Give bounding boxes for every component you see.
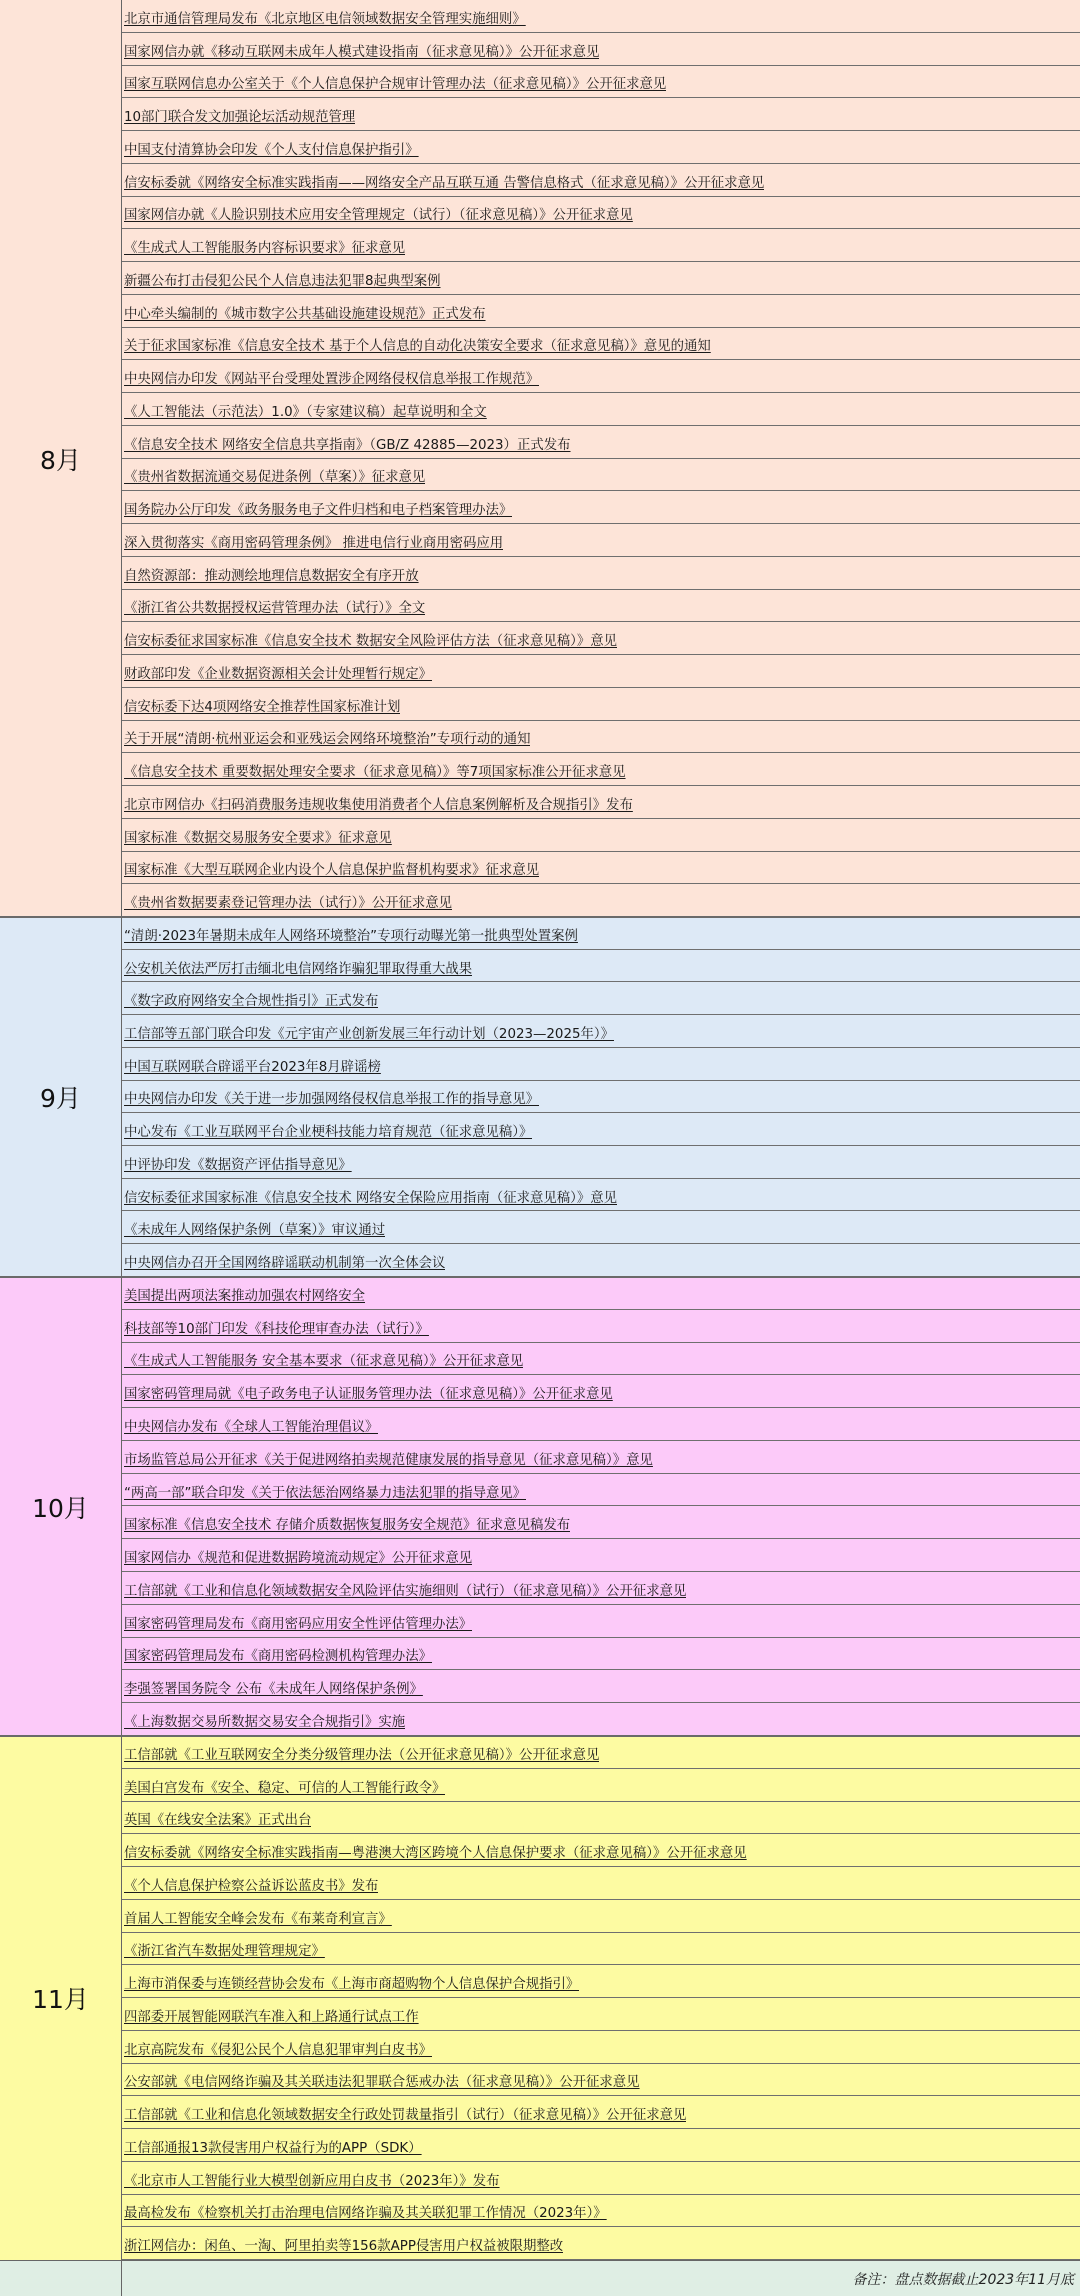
- list-item[interactable]: [122, 98, 1080, 131]
- item-link[interactable]: 国家网信办就《移动互联网未成年人模式建设指南（征求意见稿）》公开征求意见: [124, 44, 600, 60]
- item-link[interactable]: 公安部就《电信网络诈骗及其关联违法犯罪联合惩戒办法（征求意见稿）》公开征求意见: [124, 2075, 640, 2091]
- list-item[interactable]: [122, 1900, 1080, 1933]
- item-link[interactable]: 工信部就《工业和信息化领域数据安全行政处罚裁量指引（试行）（征求意见稿）》公开征求意见: [124, 2108, 687, 2124]
- item-link[interactable]: 中央网信办印发《关于进一步加强网络侵权信息举报工作的指导意见》: [124, 1092, 540, 1108]
- list-item[interactable]: [122, 1834, 1080, 1867]
- item-link[interactable]: 《上海数据交易所数据交易安全合规指引》实施: [124, 1715, 406, 1731]
- item-link[interactable]: 关于开展“清朗·杭州亚运会和亚残运会网络环境整治”专项行动的通知: [124, 732, 531, 748]
- list-item[interactable]: [122, 1277, 1080, 1310]
- month-block: [0, 917, 1080, 1277]
- item-link[interactable]: 上海市消保委与连锁经营协会发布《上海市商超购物个人信息保护合规指引》: [124, 1977, 580, 1993]
- item-link[interactable]: 信安标委征求国家标准《信息安全技术 数据安全风险评估方法（征求意见稿）》意见: [124, 634, 618, 650]
- month-block: [0, 0, 1080, 917]
- list-item[interactable]: [122, 1343, 1080, 1376]
- item-link[interactable]: 北京高院发布《侵犯公民个人信息犯罪审判白皮书》: [124, 2042, 432, 2058]
- item-link[interactable]: 国家标准《数据交易服务安全要求》征求意见: [124, 830, 392, 846]
- list-item[interactable]: [122, 1081, 1080, 1114]
- item-link[interactable]: 财政部印发《企业数据资源相关会计处理暂行规定》: [124, 666, 432, 682]
- item-list: [122, 917, 1080, 1277]
- list-item[interactable]: [122, 721, 1080, 754]
- item-link[interactable]: 四部委开展智能网联汽车准入和上路通行试点工作: [124, 2009, 419, 2025]
- item-link[interactable]: 科技部等10部门印发《科技伦理审查办法（试行）》: [124, 1321, 429, 1337]
- month-label: 10月: [32, 1493, 89, 1523]
- item-link[interactable]: 国家网信办就《人脸识别技术应用安全管理规定（试行）（征求意见稿）》公开征求意见: [124, 208, 633, 224]
- item-link[interactable]: 《生成式人工智能服务内容标识要求》征求意见: [124, 241, 406, 257]
- list-item[interactable]: [122, 1211, 1080, 1244]
- list-item[interactable]: [122, 590, 1080, 623]
- item-link[interactable]: 北京市网信办《扫码消费服务违规收集使用消费者个人信息案例解析及合规指引》发布: [124, 797, 633, 813]
- list-item[interactable]: [122, 982, 1080, 1015]
- list-item[interactable]: [122, 131, 1080, 164]
- list-item[interactable]: [122, 328, 1080, 361]
- item-link[interactable]: 中心发布《工业互联网平台企业梗科技能力培育规范（征求意见稿）》: [124, 1125, 533, 1141]
- list-item[interactable]: [122, 295, 1080, 328]
- item-link[interactable]: 北京市通信管理局发布《北京地区电信领域数据安全管理实施细则》: [124, 11, 526, 27]
- list-item[interactable]: [122, 1441, 1080, 1474]
- list-item[interactable]: [122, 1015, 1080, 1048]
- item-link[interactable]: 美国提出两项法案推动加强农村网络安全: [124, 1288, 366, 1304]
- item-link[interactable]: 国家网信办《规范和促进数据跨境流动规定》公开征求意见: [124, 1551, 473, 1567]
- list-item[interactable]: [122, 426, 1080, 459]
- list-item[interactable]: [122, 360, 1080, 393]
- item-link[interactable]: 自然资源部：推动测绘地理信息数据安全有序开放: [124, 568, 419, 584]
- list-item[interactable]: [122, 1506, 1080, 1539]
- list-item[interactable]: [122, 197, 1080, 230]
- list-item[interactable]: [122, 1408, 1080, 1441]
- item-link[interactable]: 信安标委下达4项网络安全推荐性国家标准计划: [124, 699, 401, 715]
- item-link[interactable]: 美国白宫发布《安全、稳定、可信的人工智能行政令》: [124, 1780, 446, 1796]
- item-link[interactable]: 《浙江省公共数据授权运营管理办法（试行）》全文: [124, 601, 426, 617]
- list-item[interactable]: [122, 557, 1080, 590]
- list-item[interactable]: [122, 0, 1080, 33]
- list-item[interactable]: [122, 1572, 1080, 1605]
- list-item[interactable]: [122, 1933, 1080, 1966]
- item-link[interactable]: 首届人工智能安全峰会发布《布莱奇利宣言》: [124, 1911, 392, 1927]
- column-divider: [121, 2261, 122, 2296]
- list-item[interactable]: [122, 524, 1080, 557]
- list-item[interactable]: [122, 393, 1080, 426]
- item-link[interactable]: 《人工智能法（示范法）1.0》（专家建议稿）起草说明和全文: [124, 404, 487, 420]
- month-separator: [0, 1276, 1080, 1278]
- item-link[interactable]: 新疆公布打击侵犯公民个人信息违法犯罪8起典型案例: [124, 273, 441, 289]
- item-link[interactable]: 中国支付清算协会印发《个人支付信息保护指引》: [124, 142, 419, 158]
- item-link[interactable]: 中央网信办发布《全球人工智能治理倡议》: [124, 1420, 379, 1436]
- item-link[interactable]: 《个人信息保护检察公益诉讼蓝皮书》发布: [124, 1878, 379, 1894]
- item-link[interactable]: 《信息安全技术 网络安全信息共享指南》（GB/Z 42885—2023）正式发布: [124, 437, 571, 453]
- item-list: [122, 1277, 1080, 1736]
- list-item[interactable]: [122, 1736, 1080, 1769]
- list-item[interactable]: [122, 884, 1080, 917]
- list-item[interactable]: [122, 459, 1080, 492]
- item-link[interactable]: 信安标委就《网络安全标准实践指南—粤港澳大湾区跨境个人信息保护要求（征求意见稿）》公开征求意见: [124, 1846, 747, 1862]
- list-item[interactable]: [122, 1867, 1080, 1900]
- footer-note: 备注：盘点数据截止2023年11月底: [852, 2272, 1074, 2288]
- table-footer: [0, 2260, 1080, 2296]
- list-item[interactable]: [122, 1146, 1080, 1179]
- month-label: 11月: [32, 1985, 89, 2014]
- item-link[interactable]: 《北京市人工智能行业大模型创新应用白皮书（2023年）》发布: [124, 2173, 500, 2189]
- list-item[interactable]: [122, 1113, 1080, 1146]
- item-link[interactable]: 公安机关依法严厉打击缅北电信网络诈骗犯罪取得重大战果: [124, 961, 473, 977]
- list-item[interactable]: [122, 655, 1080, 688]
- item-link[interactable]: “两高一部”联合印发《关于依法惩治网络暴力违法犯罪的指导意见》: [124, 1485, 527, 1501]
- list-item[interactable]: [122, 1998, 1080, 2031]
- item-link[interactable]: 深入贯彻落实《商用密码管理条例》 推进电信行业商用密码应用: [124, 535, 504, 551]
- list-item[interactable]: [122, 1802, 1080, 1835]
- list-item[interactable]: [122, 622, 1080, 655]
- item-link[interactable]: “清朗·2023年暑期未成年人网络环境整治”专项行动曝光第一批典型处置案例: [124, 928, 578, 944]
- item-link[interactable]: 工信部等五部门联合印发《元宇宙产业创新发展三年行动计划（2023—2025年）》: [124, 1027, 614, 1043]
- item-link[interactable]: 英国《在线安全法案》正式出台: [124, 1813, 312, 1829]
- list-item[interactable]: [122, 1605, 1080, 1638]
- item-link[interactable]: 《信息安全技术 重要数据处理安全要求（征求意见稿）》等7项国家标准公开征求意见: [124, 765, 626, 781]
- item-link[interactable]: 国家密码管理局发布《商用密码检测机构管理办法》: [124, 1649, 432, 1665]
- list-item[interactable]: [122, 819, 1080, 852]
- item-list: [122, 0, 1080, 917]
- list-item[interactable]: [122, 491, 1080, 524]
- list-item[interactable]: [122, 950, 1080, 983]
- list-item[interactable]: [122, 2162, 1080, 2195]
- list-item[interactable]: [122, 753, 1080, 786]
- item-link[interactable]: 《浙江省汽车数据处理管理规定》: [124, 1944, 325, 1960]
- list-item[interactable]: [122, 1703, 1080, 1736]
- item-link[interactable]: 国家互联网信息办公室关于《个人信息保护合规审计管理办法（征求意见稿）》公开征求意见: [124, 77, 667, 93]
- item-link[interactable]: 国务院办公厅印发《政务服务电子文件归档和电子档案管理办法》: [124, 503, 513, 519]
- list-item[interactable]: [122, 262, 1080, 295]
- item-link[interactable]: 工信部通报13款侵害用户权益行为的APP（SDK）: [124, 2140, 422, 2156]
- month-separator: [0, 916, 1080, 918]
- item-link[interactable]: 工信部就《工业互联网安全分类分级管理办法（公开征求意见稿）》公开征求意见: [124, 1747, 600, 1763]
- item-link[interactable]: 中央网信办召开全国网络辟谣联动机制第一次全体会议: [124, 1256, 446, 1272]
- item-link[interactable]: 中国互联网联合辟谣平台2023年8月辟谣榜: [124, 1059, 381, 1075]
- list-item[interactable]: [122, 2031, 1080, 2064]
- item-link[interactable]: 信安标委就《网络安全标准实践指南——网络安全产品互联互通 告警信息格式（征求意见稿）》公开征求意见: [124, 175, 765, 191]
- item-link[interactable]: 最高检发布《检察机关打击治理电信网络诈骗及其关联犯罪工作情况（2023年）》: [124, 2206, 607, 2222]
- item-link[interactable]: 工信部就《工业和信息化领域数据安全风险评估实施细则（试行）（征求意见稿）》公开征求意见: [124, 1583, 687, 1599]
- item-link[interactable]: 《生成式人工智能服务 安全基本要求（征求意见稿）》公开征求意见: [124, 1354, 524, 1370]
- list-item[interactable]: [122, 2195, 1080, 2228]
- month-separator: [0, 1735, 1080, 1737]
- item-link[interactable]: 《贵州省数据流通交易促进条例（草案）》征求意见: [124, 470, 426, 486]
- list-item[interactable]: [122, 852, 1080, 885]
- list-item[interactable]: [122, 229, 1080, 262]
- list-item[interactable]: [122, 688, 1080, 721]
- item-link[interactable]: 《未成年人网络保护条例（草案）》审议通过: [124, 1223, 386, 1239]
- list-item[interactable]: [122, 1179, 1080, 1212]
- list-item[interactable]: [122, 1638, 1080, 1671]
- item-link[interactable]: 国家标准《信息安全技术 存储介质数据恢复服务安全规范》征求意见稿发布: [124, 1518, 571, 1534]
- item-link[interactable]: 李强签署国务院令 公布《未成年人网络保护条例》: [124, 1682, 423, 1698]
- month-label: 9月: [40, 1084, 81, 1113]
- item-link[interactable]: 中央网信办印发《网站平台受理处置涉企网络侵权信息举报工作规范》: [124, 372, 540, 388]
- item-link[interactable]: 10部门联合发文加强论坛活动规范管理: [124, 110, 356, 126]
- item-link[interactable]: 《贵州省数据要素登记管理办法（试行）》公开征求意见: [124, 896, 453, 912]
- list-item[interactable]: [122, 2064, 1080, 2097]
- list-item[interactable]: [122, 2129, 1080, 2162]
- list-item[interactable]: [122, 1539, 1080, 1572]
- list-item[interactable]: [122, 1769, 1080, 1802]
- list-item[interactable]: [122, 2096, 1080, 2129]
- month-block: [0, 1736, 1080, 2260]
- month-block: [0, 1277, 1080, 1736]
- item-link[interactable]: 国家标准《大型互联网企业内设个人信息保护监督机构要求》征求意见: [124, 863, 540, 879]
- list-item[interactable]: [122, 917, 1080, 950]
- list-item[interactable]: [122, 1244, 1080, 1277]
- list-item[interactable]: [122, 1048, 1080, 1081]
- list-item[interactable]: [122, 1670, 1080, 1703]
- list-item[interactable]: [122, 1310, 1080, 1343]
- list-item[interactable]: [122, 1375, 1080, 1408]
- item-link[interactable]: 国家密码管理局就《电子政务电子认证服务管理办法（征求意见稿）》公开征求意见: [124, 1387, 613, 1403]
- item-link[interactable]: 浙江网信办：闲鱼、一淘、阿里拍卖等156款APP侵害用户权益被限期整改: [124, 2239, 564, 2255]
- month-label: 8月: [40, 445, 81, 475]
- item-link[interactable]: 中心牵头编制的《城市数字公共基础设施建设规范》正式发布: [124, 306, 486, 322]
- item-link[interactable]: 《数字政府网络安全合规性指引》正式发布: [124, 994, 379, 1010]
- item-link[interactable]: 中评协印发《数据资产评估指导意见》: [124, 1157, 352, 1173]
- list-item[interactable]: [122, 1965, 1080, 1998]
- item-link[interactable]: 国家密码管理局发布《商用密码应用安全性评估管理办法》: [124, 1616, 473, 1632]
- list-item[interactable]: [122, 33, 1080, 66]
- list-item[interactable]: [122, 164, 1080, 197]
- item-list: [122, 1736, 1080, 2260]
- list-item[interactable]: [122, 786, 1080, 819]
- item-link[interactable]: 信安标委征求国家标准《信息安全技术 网络安全保险应用指南（征求意见稿）》意见: [124, 1190, 618, 1206]
- item-link[interactable]: 关于征求国家标准《信息安全技术 基于个人信息的自动化决策安全要求（征求意见稿）》意见的通知: [124, 339, 711, 355]
- list-item[interactable]: [122, 66, 1080, 99]
- list-item[interactable]: [122, 1474, 1080, 1507]
- list-item[interactable]: [122, 2227, 1080, 2260]
- item-link[interactable]: 市场监管总局公开征求《关于促进网络拍卖规范健康发展的指导意见（征求意见稿）》意见: [124, 1452, 653, 1468]
